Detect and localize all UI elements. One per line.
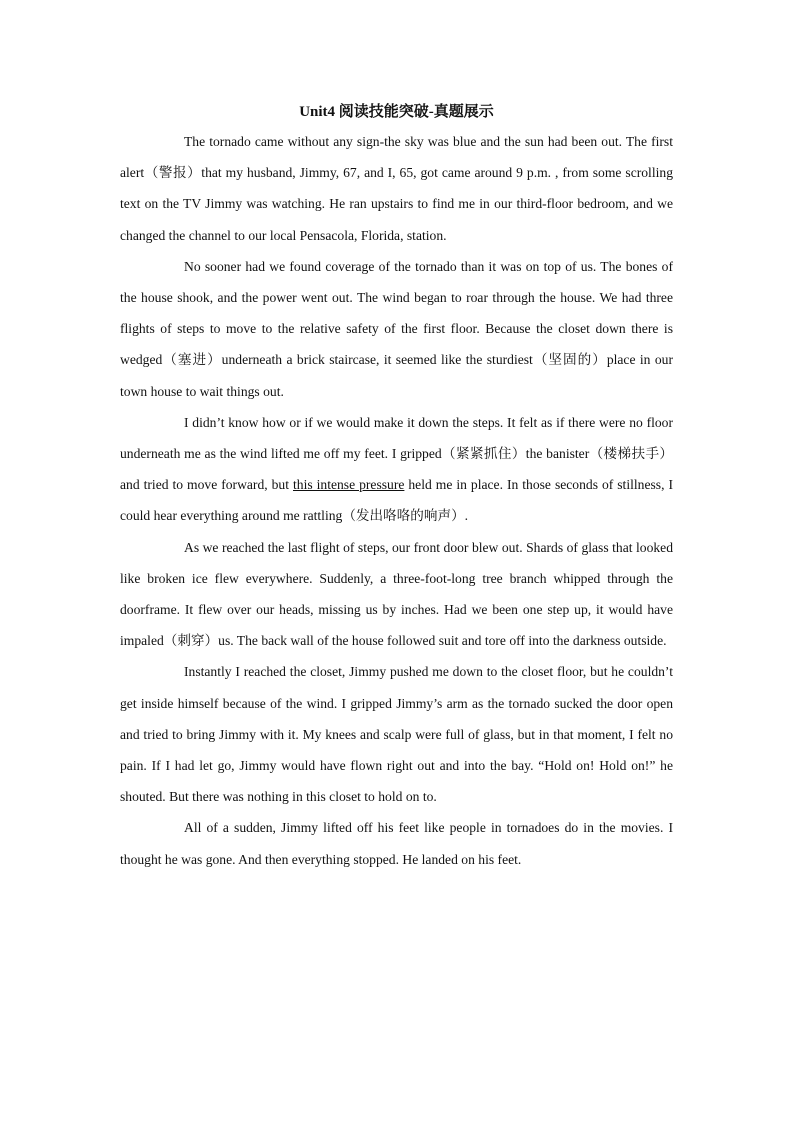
underlined-phrase: this intense pressure: [293, 477, 405, 493]
paragraph-text: All of a sudden, Jimmy lifted off his feet like people in tornadoes do in the movies. I thought he was gone. And then everything stopped. He landed on his feet.: [120, 820, 673, 867]
paragraph-3: [120, 407, 673, 532]
paragraph-text: I didn’t know how or if we would make it down the steps. It felt as if there were no floor underneath me as the wind lifted me off my feet. I gripped（紧紧抓住）the banister（楼梯扶手）and tried to move forward, but: [120, 414, 673, 493]
paragraph-text: held me in place. In those seconds of stillness, I could hear everything around me rattling（发出咯咯的响声）.: [120, 477, 673, 524]
paragraph-4: [120, 532, 673, 657]
paragraph-1: [120, 126, 673, 251]
paragraph-text: No sooner had we found coverage of the tornado than it was on top of us. The bones of the house shook, and the power went out. The wind began to roar through the house. We had three flights of steps to move to the relative safety of the first floor. Because the closet down there is wedged（塞进）underneath a brick staircase, it seemed like the sturdiest（坚固的）place in our town house to wait things out.: [120, 258, 673, 399]
paragraph-text: As we reached the last flight of steps, our front door blew out. Shards of glass that looked like broken ice flew everywhere. Suddenly, a three-foot-long tree branch whipped through the doorframe. It flew over our heads, missing us by inches. Had we been one step up, it would have impaled（刺穿）us. The back wall of the house followed suit and tore off into the darkness outside.: [120, 539, 673, 649]
paragraph-2: [120, 251, 673, 407]
document-page: [120, 98, 673, 875]
paragraph-6: [120, 812, 673, 874]
paragraph-5: [120, 656, 673, 812]
paragraph-text: The tornado came without any sign-the sky was blue and the sun had been out. The first alert（警报）that my husband, Jimmy, 67, and I, 65, got came around 9 p.m. , from some scrolling text on the TV Jimmy was watching. He ran upstairs to find me in our third-floor bedroom, and we changed the channel to our local Pensacola, Florida, station.: [120, 134, 673, 243]
paragraph-text: Instantly I reached the closet, Jimmy pushed me down to the closet floor, but he couldn’t get inside himself because of the wind. I gripped Jimmy’s arm as the tornado sucked the door open and tried to bring Jimmy with it. My knees and scalp were full of glass, but in that moment, I felt no pain. If I had let go, Jimmy would have flown right out and into the bay. “Hold on! Hold on!” he shouted. But there was nothing in this closet to hold on to.: [120, 664, 673, 805]
document-title: Unit4 阅读技能突破-真题展示: [299, 104, 494, 120]
